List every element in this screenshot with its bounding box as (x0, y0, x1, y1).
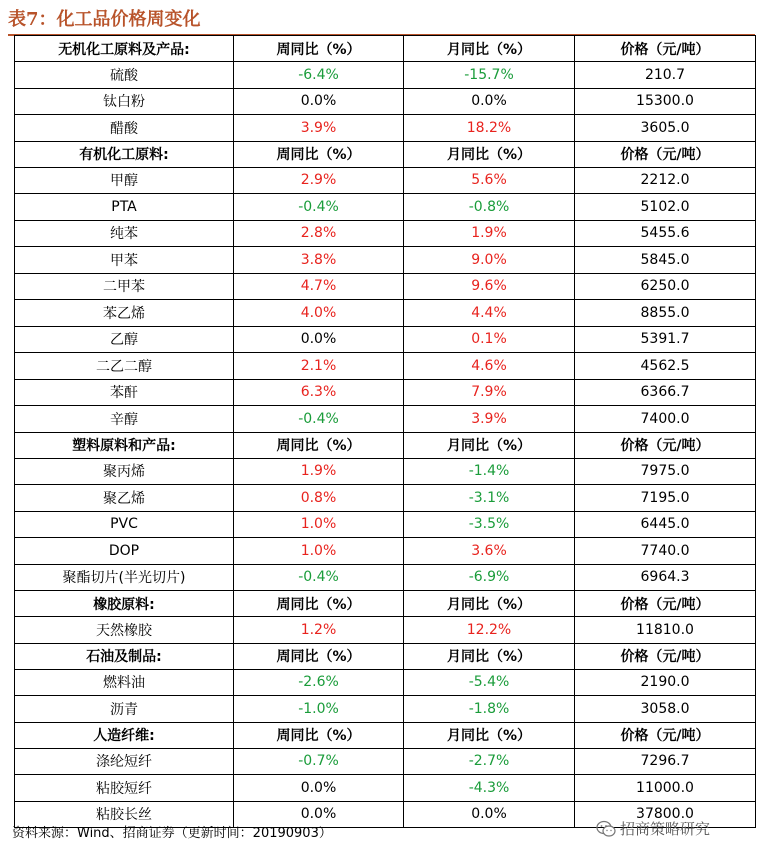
price-value: 4562.5 (575, 353, 756, 380)
section-title: 橡胶原料: (15, 591, 234, 617)
product-name: 沥青 (15, 696, 234, 723)
table-row (15, 379, 756, 406)
mom-change: -2.7% (404, 748, 575, 775)
section-header-row (15, 643, 756, 669)
table-row (15, 88, 756, 115)
product-name: 聚酯切片(半光切片) (15, 564, 234, 591)
table-row (15, 353, 756, 380)
product-name: 硫酸 (15, 62, 234, 89)
mom-header: 月同比（%） (404, 643, 575, 669)
product-name: 粘胶长丝 (15, 801, 234, 828)
wow-header: 周同比（%） (234, 722, 404, 748)
price-value: 5455.6 (575, 220, 756, 247)
section-header-row (15, 141, 756, 167)
mom-change: 3.6% (404, 538, 575, 565)
wechat-icon (596, 820, 616, 838)
product-name: 辛醇 (15, 406, 234, 433)
mom-change: -0.8% (404, 194, 575, 221)
wow-header: 周同比（%） (234, 591, 404, 617)
wow-change: 3.9% (234, 115, 404, 142)
price-table-body (15, 36, 756, 828)
product-name: 苯乙烯 (15, 300, 234, 327)
watermark-text: 招商策略研究 (620, 820, 711, 838)
mom-header: 月同比（%） (404, 141, 575, 167)
mom-change: -1.4% (404, 458, 575, 485)
watermark (596, 815, 710, 843)
section-title: 有机化工原料: (15, 141, 234, 167)
product-name: 涤纶短纤 (15, 748, 234, 775)
mom-change: 12.2% (404, 617, 575, 644)
table-row (15, 538, 756, 565)
section-header-row (15, 722, 756, 748)
table-row (15, 273, 756, 300)
section-header-row (15, 36, 756, 62)
mom-change: -4.3% (404, 775, 575, 802)
product-name: 聚乙烯 (15, 485, 234, 512)
wow-change: -2.6% (234, 669, 404, 696)
price-value: 7740.0 (575, 538, 756, 565)
price-value: 6366.7 (575, 379, 756, 406)
wow-change: 6.3% (234, 379, 404, 406)
mom-header: 月同比（%） (404, 432, 575, 458)
wow-change: -6.4% (234, 62, 404, 89)
price-value: 210.7 (575, 62, 756, 89)
wow-change: 1.0% (234, 538, 404, 565)
section-header-row (15, 432, 756, 458)
product-name: 钛白粉 (15, 88, 234, 115)
source-note: 资料来源：Wind、招商证券（更新时间：20190903） (12, 826, 332, 841)
wow-change: 2.8% (234, 220, 404, 247)
product-name: 苯酐 (15, 379, 234, 406)
price-value: 11810.0 (575, 617, 756, 644)
table-row (15, 564, 756, 591)
wow-change: 0.0% (234, 326, 404, 353)
price-header: 价格（元/吨） (575, 432, 756, 458)
price-value: 2212.0 (575, 167, 756, 194)
wow-header: 周同比（%） (234, 643, 404, 669)
mom-header: 月同比（%） (404, 36, 575, 62)
price-header: 价格（元/吨） (575, 591, 756, 617)
price-header: 价格（元/吨） (575, 36, 756, 62)
wow-change: 3.8% (234, 247, 404, 274)
section-header-row (15, 591, 756, 617)
table-row (15, 220, 756, 247)
wow-change: 1.2% (234, 617, 404, 644)
product-name: 粘胶短纤 (15, 775, 234, 802)
price-value: 6964.3 (575, 564, 756, 591)
price-header: 价格（元/吨） (575, 643, 756, 669)
table-row (15, 485, 756, 512)
product-name: 醋酸 (15, 115, 234, 142)
price-value: 5391.7 (575, 326, 756, 353)
product-name: 二甲苯 (15, 273, 234, 300)
wow-change: 0.0% (234, 88, 404, 115)
table-row (15, 326, 756, 353)
price-value: 5845.0 (575, 247, 756, 274)
mom-change: 18.2% (404, 115, 575, 142)
table-row (15, 669, 756, 696)
table-row (15, 775, 756, 802)
price-value: 8855.0 (575, 300, 756, 327)
table-row (15, 62, 756, 89)
wow-header: 周同比（%） (234, 432, 404, 458)
mom-change: -3.1% (404, 485, 575, 512)
table-row (15, 617, 756, 644)
price-value: 5102.0 (575, 194, 756, 221)
price-value: 37800.0 (575, 801, 756, 828)
mom-change: -1.8% (404, 696, 575, 723)
price-value: 6250.0 (575, 273, 756, 300)
product-name: 天然橡胶 (15, 617, 234, 644)
section-title: 人造纤维: (15, 722, 234, 748)
product-name: 甲醇 (15, 167, 234, 194)
wow-change: 2.1% (234, 353, 404, 380)
price-value: 2190.0 (575, 669, 756, 696)
product-name: 乙醇 (15, 326, 234, 353)
product-name: 纯苯 (15, 220, 234, 247)
wow-change: -0.4% (234, 564, 404, 591)
wow-change: 2.9% (234, 167, 404, 194)
price-value: 7400.0 (575, 406, 756, 433)
product-name: 燃料油 (15, 669, 234, 696)
table-row (15, 748, 756, 775)
product-name: 二乙二醇 (15, 353, 234, 380)
price-header: 价格（元/吨） (575, 141, 756, 167)
mom-change: 0.0% (404, 801, 575, 828)
wow-change: 4.7% (234, 273, 404, 300)
price-value: 7195.0 (575, 485, 756, 512)
section-title: 石油及制品: (15, 643, 234, 669)
mom-change: -3.5% (404, 511, 575, 538)
wow-change: 1.9% (234, 458, 404, 485)
mom-change: 9.0% (404, 247, 575, 274)
mom-change: 9.6% (404, 273, 575, 300)
product-name: 聚丙烯 (15, 458, 234, 485)
price-value: 7975.0 (575, 458, 756, 485)
wow-header: 周同比（%） (234, 141, 404, 167)
wow-change: 0.8% (234, 485, 404, 512)
product-name: DOP (15, 538, 234, 565)
mom-change: 5.6% (404, 167, 575, 194)
price-value: 3058.0 (575, 696, 756, 723)
wow-change: -0.7% (234, 748, 404, 775)
section-title: 无机化工原料及产品: (15, 36, 234, 62)
price-table (14, 35, 756, 828)
mom-change: 0.1% (404, 326, 575, 353)
table-row (15, 300, 756, 327)
product-name: PVC (15, 511, 234, 538)
wow-change: -0.4% (234, 406, 404, 433)
table-row (15, 167, 756, 194)
table-row (15, 511, 756, 538)
table-row (15, 458, 756, 485)
mom-change: -5.4% (404, 669, 575, 696)
wow-change: -1.0% (234, 696, 404, 723)
mom-change: 4.6% (404, 353, 575, 380)
mom-change: 3.9% (404, 406, 575, 433)
table-title: 表7：化工品价格周变化 (8, 9, 201, 30)
product-name: PTA (15, 194, 234, 221)
mom-header: 月同比（%） (404, 591, 575, 617)
price-header: 价格（元/吨） (575, 722, 756, 748)
mom-change: 1.9% (404, 220, 575, 247)
price-value: 7296.7 (575, 748, 756, 775)
mom-change: 4.4% (404, 300, 575, 327)
table-row (15, 696, 756, 723)
mom-header: 月同比（%） (404, 722, 575, 748)
wow-change: 0.0% (234, 775, 404, 802)
mom-change: -6.9% (404, 564, 575, 591)
table-row (15, 406, 756, 433)
wow-change: -0.4% (234, 194, 404, 221)
wow-change: 4.0% (234, 300, 404, 327)
wow-change: 1.0% (234, 511, 404, 538)
section-title: 塑料原料和产品: (15, 432, 234, 458)
mom-change: 7.9% (404, 379, 575, 406)
price-value: 3605.0 (575, 115, 756, 142)
table-row (15, 247, 756, 274)
table-row (15, 194, 756, 221)
price-value: 11000.0 (575, 775, 756, 802)
mom-change: 0.0% (404, 88, 575, 115)
table-row (15, 115, 756, 142)
wow-header: 周同比（%） (234, 36, 404, 62)
wow-change: 0.0% (234, 801, 404, 828)
price-value: 6445.0 (575, 511, 756, 538)
price-value: 15300.0 (575, 88, 756, 115)
product-name: 甲苯 (15, 247, 234, 274)
mom-change: -15.7% (404, 62, 575, 89)
